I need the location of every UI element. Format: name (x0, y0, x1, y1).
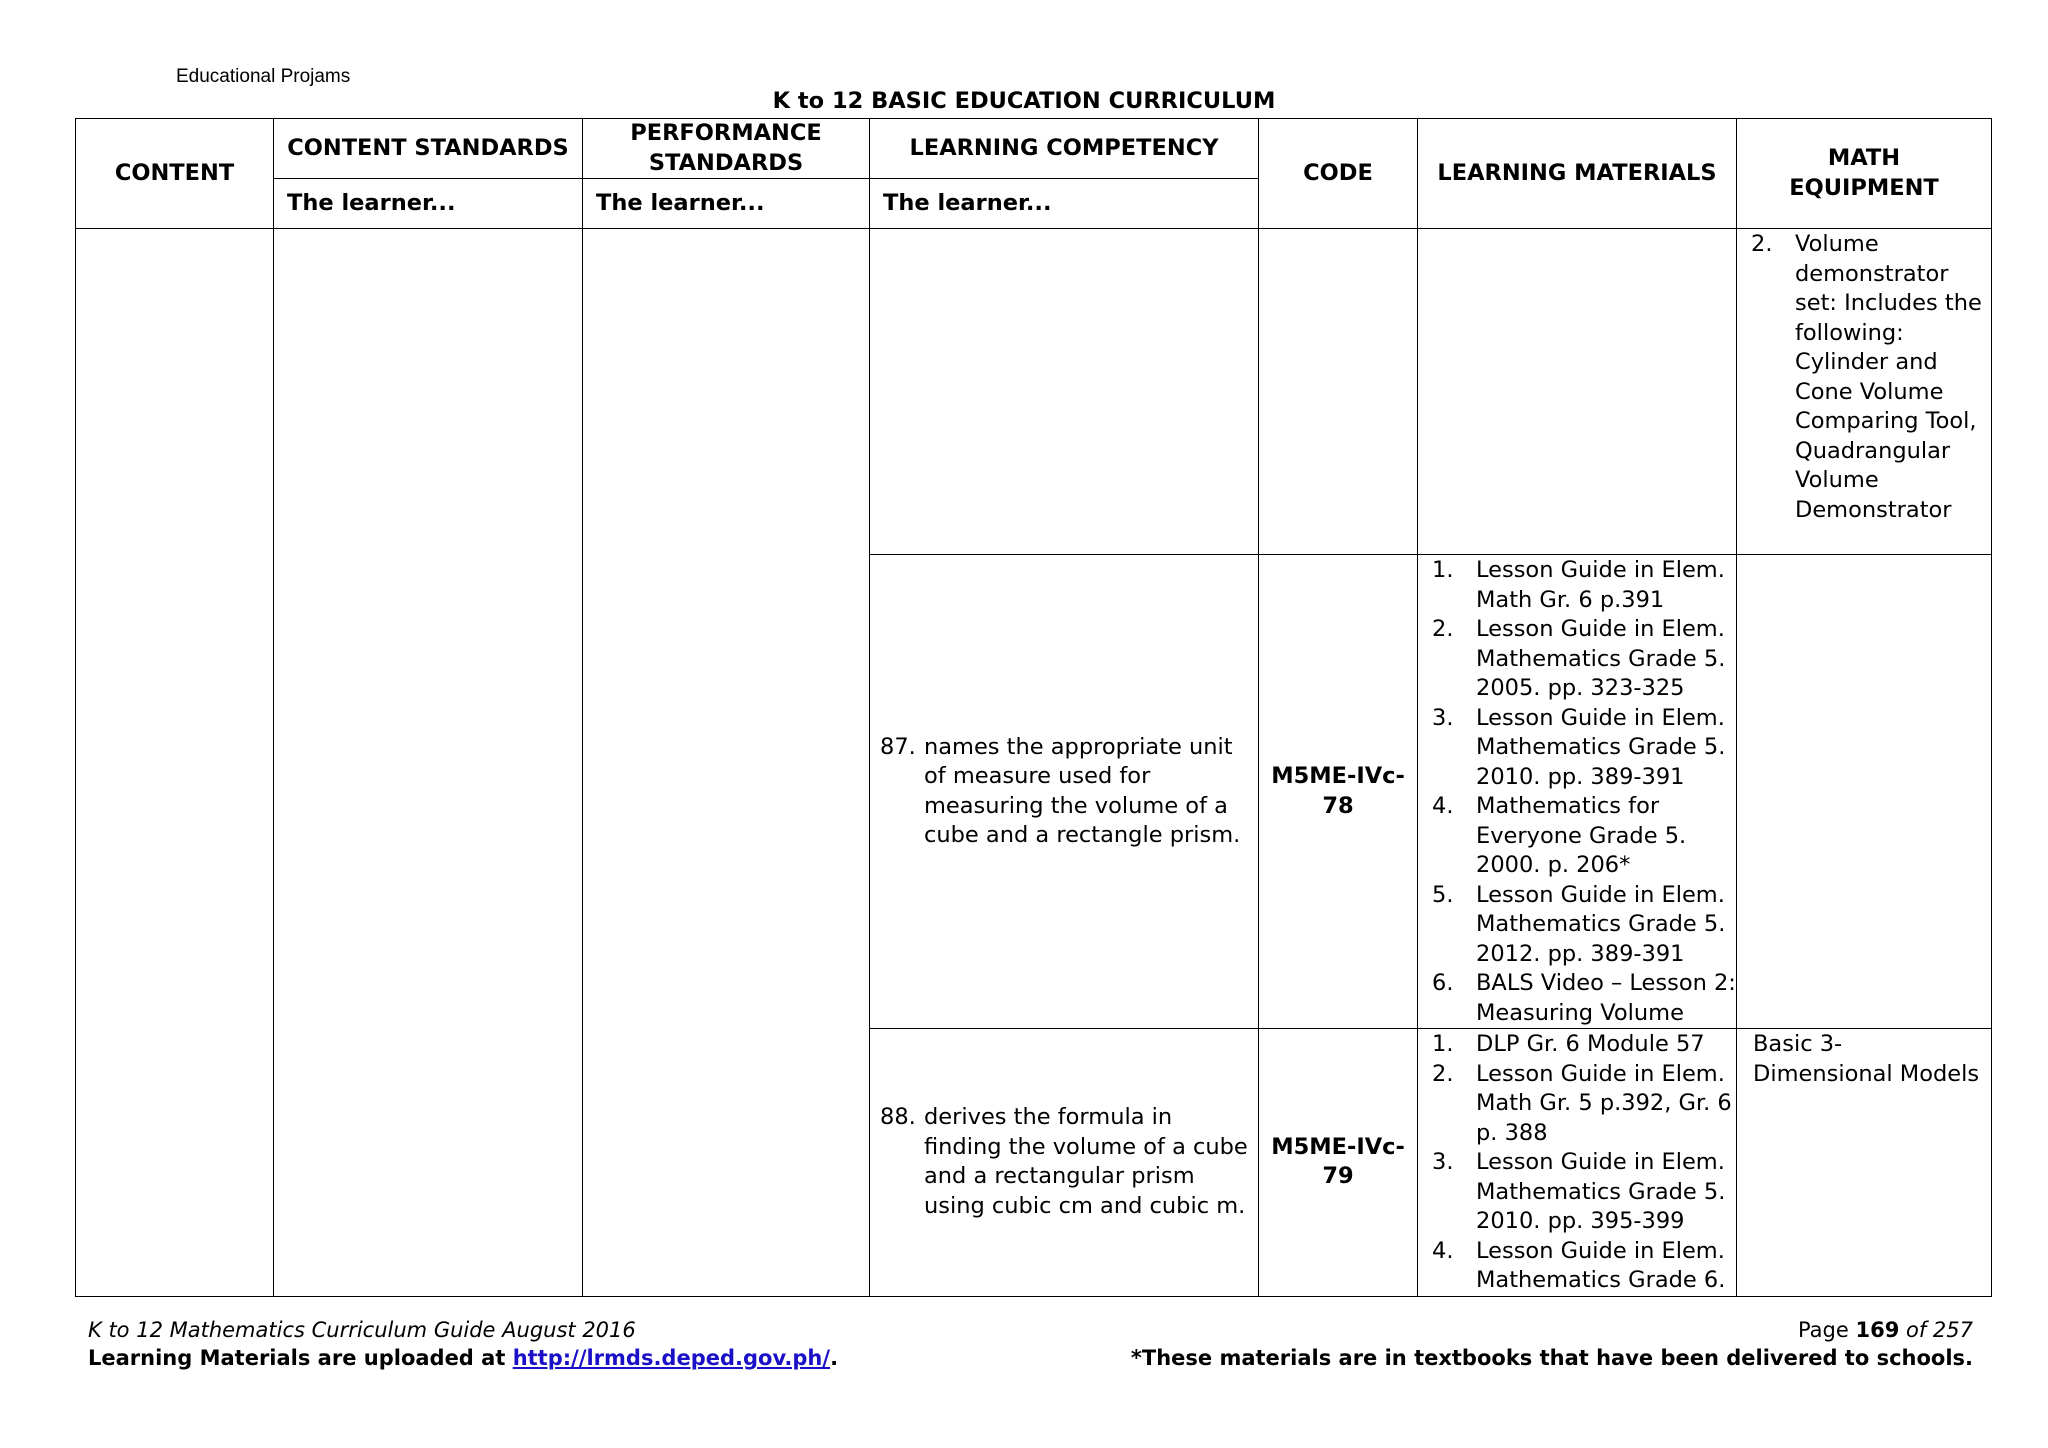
list-item: 3. Lesson Guide in Elem. Mathematics Grade 5. 2010. pp. 395-399 (1432, 1149, 1726, 1234)
competency-text: derives the formula in finding the volume of a cube and a rectangular prism using cubic cm and cubic m. (924, 1104, 1248, 1219)
list-item: 1. Lesson Guide in Elem. Math Gr. 6 p.391 (1432, 557, 1725, 613)
document-title: K to 12 BASIC EDUCATION CURRICULUM (772, 88, 1276, 114)
competency-cell-88: 88. derives the formula in finding the volume of a cube and a rectangular prism using cubic cm and cubic m. (870, 1029, 1259, 1297)
footer-textbook-note: *These materials are in textbooks that have been delivered to schools. (1130, 1346, 1973, 1370)
subheader-performance-standards: The learner... (583, 179, 870, 229)
materials-cell-88 (1418, 1029, 1737, 1297)
header-learning-materials: LEARNING MATERIALS (1418, 119, 1737, 229)
watermark-text: Educational Projams (176, 66, 351, 87)
content-standards-cell (274, 229, 583, 1297)
lrmds-link[interactable]: http://lrmds.deped.gov.ph/ (512, 1346, 831, 1370)
competency-cell-87: 87. names the appropriate unit of measure used for measuring the volume of a cube and a rectangle prism. (870, 555, 1259, 1029)
content-cell (76, 229, 274, 1297)
equipment-cell-volume-set (1737, 229, 1992, 555)
list-item: 6. BALS Video – Lesson 2: Measuring Volume (1432, 970, 1736, 1026)
header-performance-standards: PERFORMANCE STANDARDS (583, 119, 870, 179)
list-item: 2. Volume demonstrator set: Includes the following: Cylinder and Cone Volume Comparing Tool, Quadrangular Volume Demonstrator (1751, 231, 1982, 523)
code-cell-empty (1259, 229, 1418, 555)
footer-upload-note: Learning Materials are uploaded at http://lrmds.deped.gov.ph/. (88, 1346, 839, 1370)
curriculum-table (75, 118, 1992, 1297)
materials-cell-87 (1418, 555, 1737, 1029)
subheader-learning-competency: The learner... (870, 179, 1259, 229)
performance-standards-cell (583, 229, 870, 1297)
header-math-equipment: MATH EQUIPMENT (1737, 119, 1992, 229)
competency-text: names the appropriate unit of measure used for measuring the volume of a cube and a rectangle prism. (924, 733, 1241, 848)
footer-left (88, 1316, 838, 1372)
list-item: 4. Mathematics for Everyone Grade 5. 2000. p. 206* (1432, 793, 1687, 878)
header-content-standards: CONTENT STANDARDS (274, 119, 583, 179)
footer-guide-title: K to 12 Mathematics Curriculum Guide August 2016 (88, 1318, 636, 1342)
header-content: CONTENT (76, 119, 274, 229)
equipment-cell-empty (1737, 555, 1992, 1029)
list-item: 2. Lesson Guide in Elem. Math Gr. 5 p.392, Gr. 6 p. 388 (1432, 1060, 1732, 1146)
header-code: CODE (1259, 119, 1418, 229)
code-cell-79: M5ME-IVc-79 (1259, 1029, 1418, 1297)
header-learning-competency: LEARNING COMPETENCY (870, 119, 1259, 179)
materials-cell-empty (1418, 229, 1737, 555)
list-item: 3. Lesson Guide in Elem. Mathematics Grade 5. 2010. pp. 389-391 (1432, 704, 1726, 790)
code-cell-78: M5ME-IVc-78 (1259, 555, 1418, 1029)
footer-right (1131, 1316, 1973, 1372)
list-item: 2. Lesson Guide in Elem. Mathematics Grade 5. 2005. pp. 323-325 (1432, 616, 1726, 701)
list-item: 1. DLP Gr. 6 Module 57 (1432, 1031, 1705, 1057)
list-item: 5. Lesson Guide in Elem. Mathematics Grade 5. 2012. pp. 389-391 (1432, 881, 1726, 967)
equipment-cell-3d-models: Basic 3-Dimensional Models (1737, 1029, 1992, 1297)
competency-cell-empty (870, 229, 1259, 555)
page-counter: Page 169 of 257 (1797, 1318, 1973, 1342)
list-item: 4. Lesson Guide in Elem. Mathematics Grade 6. (1432, 1237, 1726, 1293)
subheader-content-standards: The learner... (274, 179, 583, 229)
